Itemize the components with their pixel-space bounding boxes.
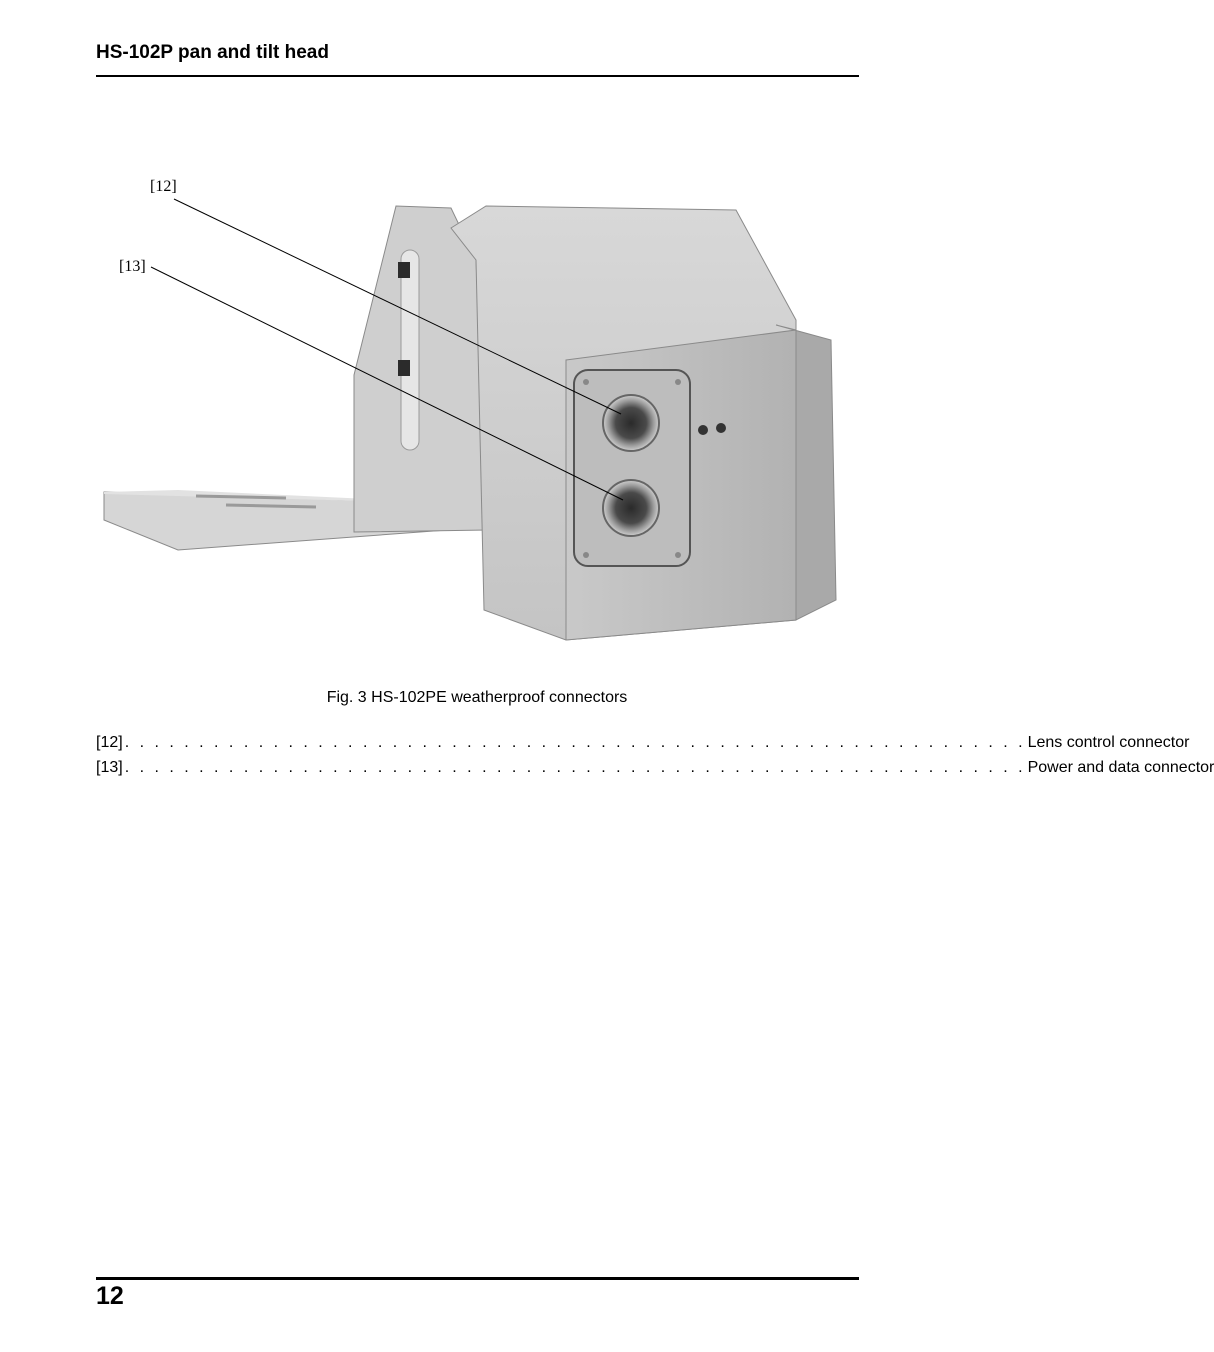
leader-dots: . . . . . . . . . . . . . . . . . . . . . . . . . . . . . . . . . . . . . . . . . . . . . . . . . . . . . . . . . . . . .	[124, 759, 1026, 776]
legend-ref: [12]	[96, 734, 123, 751]
callout-12-label: [12]	[150, 178, 177, 195]
figure-photo	[96, 170, 859, 660]
legend-description: Power and data connector	[1027, 759, 1214, 776]
legend-item-12	[96, 734, 1190, 759]
legend-item-13	[96, 759, 1214, 784]
footer-rule	[96, 1277, 859, 1280]
page-header-title: HS-102P pan and tilt head	[96, 42, 329, 63]
figure-caption: Fig. 3 HS-102PE weatherproof connectors	[326, 689, 628, 706]
header-rule	[96, 75, 859, 77]
callout-13-label: [13]	[119, 258, 146, 275]
pan-tilt-head-illustration	[96, 170, 859, 660]
page-number: 12	[96, 1282, 124, 1310]
legend-ref: [13]	[96, 759, 123, 776]
legend-description: Lens control connector	[1027, 734, 1190, 751]
leader-dots: . . . . . . . . . . . . . . . . . . . . . . . . . . . . . . . . . . . . . . . . . . . . . . . . . . . . . . . . . . . . .	[124, 734, 1026, 751]
figure-legend	[96, 734, 1214, 784]
